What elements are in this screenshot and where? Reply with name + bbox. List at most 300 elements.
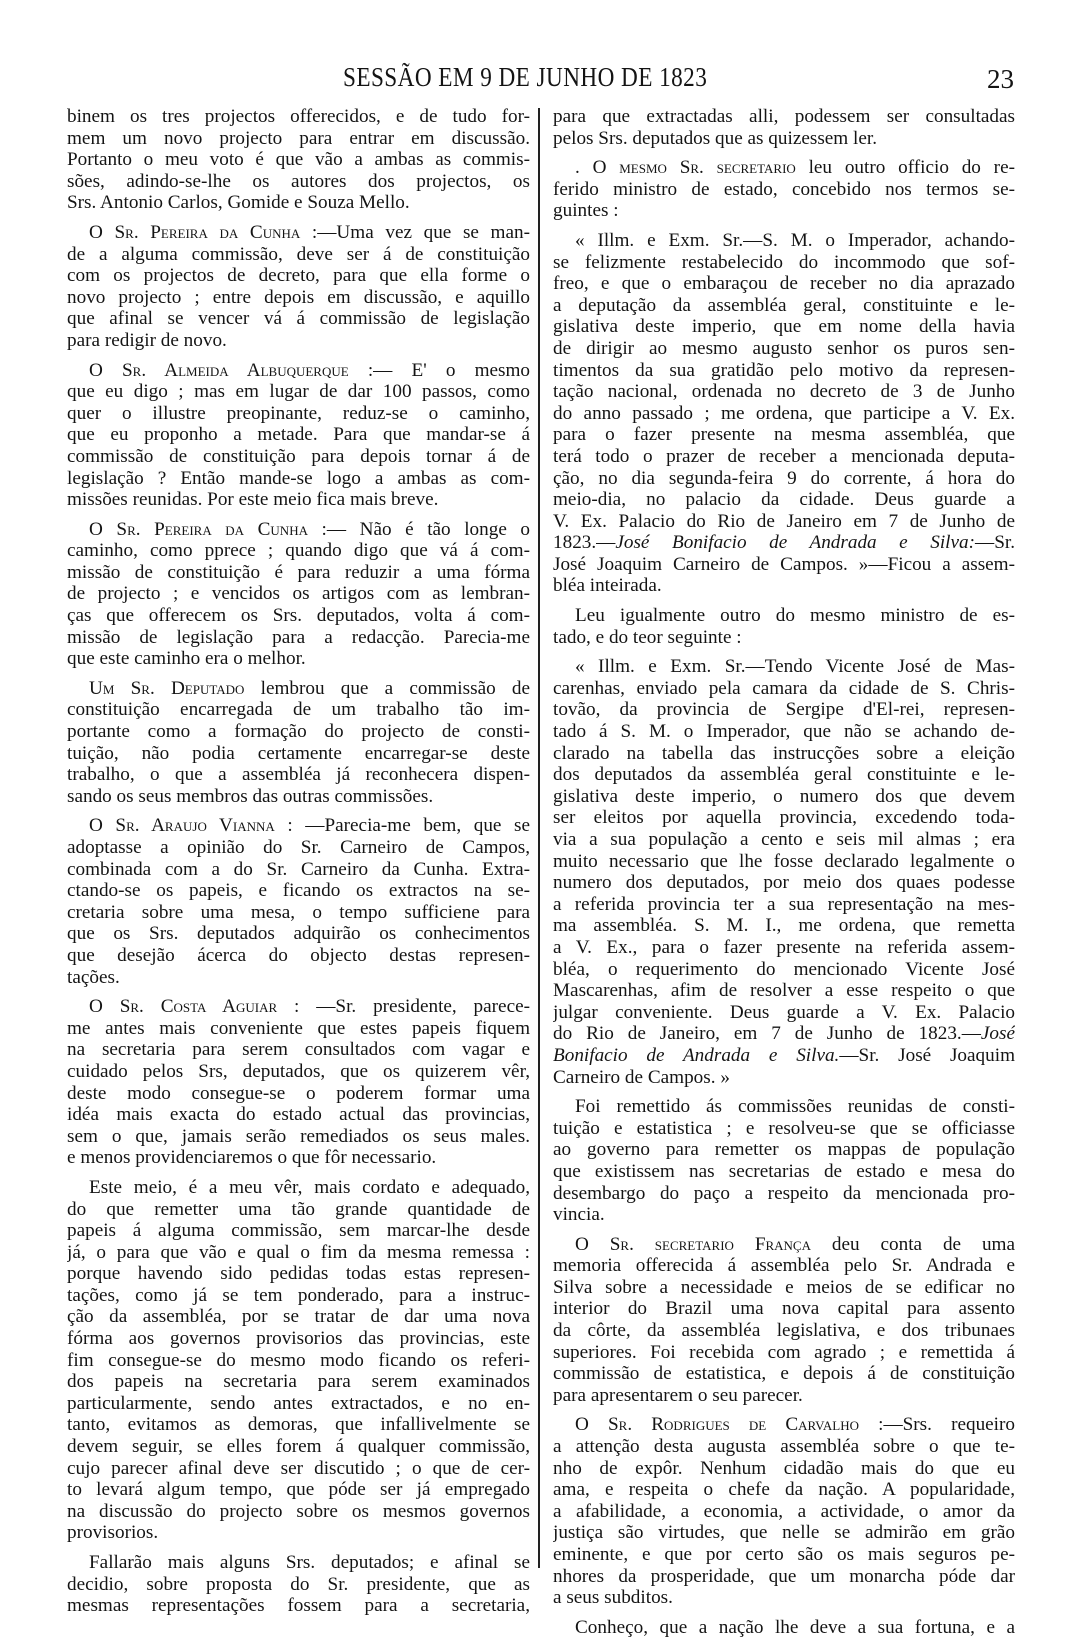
text-line bbox=[553, 656, 1015, 678]
text-run: pelos Srs. deputados que as quizessem ler. bbox=[553, 127, 877, 149]
text-line bbox=[553, 1320, 1015, 1342]
text-line bbox=[553, 554, 1015, 576]
text-run: desembargo do paço a respeito da mencionada pro- bbox=[553, 1182, 1015, 1204]
text-run: eminente, e que por certo são os mais seguros pe- bbox=[553, 1544, 1015, 1565]
text-run: a attenção desta augusta assembléa sobre o que te- bbox=[553, 1436, 1015, 1458]
text-run: de a alguma commissão, deve ser á de constituição bbox=[67, 243, 530, 265]
text-line bbox=[67, 605, 530, 627]
text-line bbox=[553, 1255, 1015, 1277]
text-run: lembrou que a commissão de bbox=[244, 677, 530, 699]
text-line bbox=[67, 1501, 530, 1523]
text-line bbox=[553, 200, 1015, 222]
text-run: ser eleitos por aquella provincia, excedendo toda- bbox=[553, 807, 1015, 829]
text-run: tado á S. M. o Imperador, que não se achando de- bbox=[553, 721, 1015, 743]
text-line bbox=[553, 980, 1015, 1002]
text-run: memoria offerecida á assembléa pelo Sr. Andrada e bbox=[553, 1255, 1015, 1277]
speech-paragraph bbox=[67, 222, 530, 352]
text-line bbox=[67, 786, 530, 808]
text-run: justiça são virtudes, que nelle se admirão em grão bbox=[553, 1522, 1015, 1544]
text-run: freo, e que o embaraçou de receber no dia aprazado bbox=[553, 273, 1015, 295]
text-run: do anno passado ; me ordena, que participe a V. Ex. bbox=[553, 402, 1015, 424]
text-line bbox=[553, 829, 1015, 851]
text-line bbox=[553, 915, 1015, 937]
text-line bbox=[553, 1067, 1015, 1089]
text-run: via a sua população a cento e seis mil almas ; era bbox=[553, 829, 1015, 850]
text-line bbox=[553, 894, 1015, 916]
text-line bbox=[67, 1436, 530, 1458]
speaker-name: O Sr. Araujo Vianna : bbox=[89, 815, 293, 837]
text-line bbox=[553, 1363, 1015, 1385]
text-line bbox=[553, 764, 1015, 786]
text-run: dos papeis na secretaria para serem examinados bbox=[67, 1371, 530, 1393]
text-run: muito necessario que lhe fosse declarado legalmente o bbox=[553, 850, 1015, 872]
text-line bbox=[67, 743, 530, 765]
text-line bbox=[553, 468, 1015, 490]
speech-paragraph bbox=[553, 1234, 1015, 1407]
text-line bbox=[67, 627, 530, 649]
paragraph-gap bbox=[67, 1169, 530, 1177]
text-line bbox=[67, 1574, 530, 1596]
text-run: ctando-se os papeis, e ficando os extractos na se- bbox=[67, 880, 530, 902]
text-run: —Parecia-me bem, que se bbox=[292, 815, 530, 837]
text-line bbox=[67, 128, 530, 150]
text-line bbox=[553, 959, 1015, 981]
text-line bbox=[67, 287, 530, 309]
text-run: já, o para que vão e qual o fim da mesma remessa : bbox=[67, 1241, 530, 1263]
text-run: guintes : bbox=[553, 200, 619, 222]
text-run: Leu igualmente outro do mesmo ministro de es- bbox=[575, 605, 1015, 627]
text-run: — E' o mesmo bbox=[373, 359, 530, 381]
text-line bbox=[553, 1183, 1015, 1205]
text-line bbox=[553, 1204, 1015, 1226]
text-line bbox=[553, 1479, 1015, 1501]
text-run: tado, e do teor seguinte : bbox=[553, 626, 742, 648]
text-run: terá todo o prazer de receber a mencionada deputa- bbox=[553, 445, 1015, 467]
text-run: devem seguir, se elles forem á qualquer commissão, bbox=[67, 1436, 530, 1458]
text-run: adoptasse a opinião do Sr. Carneiro de Campos, bbox=[67, 837, 530, 858]
text-line bbox=[553, 128, 1015, 150]
text-line bbox=[553, 230, 1015, 252]
text-line bbox=[67, 446, 530, 468]
text-line bbox=[67, 1039, 530, 1061]
text-run: provisorios. bbox=[67, 1522, 159, 1544]
text-run: ma assembléa. S. M. I., me ordena, que remetta bbox=[553, 915, 1015, 937]
text-line bbox=[553, 1023, 1015, 1045]
page-header bbox=[0, 62, 1090, 98]
text-run: —Sr. bbox=[975, 532, 1015, 554]
paragraph-gap bbox=[553, 1088, 1015, 1096]
text-line bbox=[67, 330, 530, 352]
paragraph-gap bbox=[553, 222, 1015, 230]
text-run: to levará algum tempo, que póde ser já empregado bbox=[67, 1479, 530, 1501]
text-line bbox=[553, 1139, 1015, 1161]
text-line bbox=[553, 511, 1015, 533]
text-run: fim consegue-se do mesmo modo ficando os referi- bbox=[67, 1349, 530, 1371]
text-run: mem um novo projecto para entrar em discussão. bbox=[67, 127, 530, 149]
text-run: cretaria sobre uma mesa, o tempo sufficiene para bbox=[67, 901, 530, 923]
text-run: tação nacional, ordenada no decreto de 3 de Junho bbox=[553, 381, 1015, 403]
text-line bbox=[67, 1285, 530, 1307]
text-line bbox=[67, 489, 530, 511]
text-run: Silva sobre a necessidade e meios de se edificar no bbox=[553, 1276, 1015, 1298]
text-line bbox=[553, 489, 1015, 511]
text-line bbox=[67, 149, 530, 171]
text-run: « Illm. e Exm. Sr.—S. M. o Imperador, achando- bbox=[575, 229, 1015, 251]
paragraph bbox=[67, 1177, 530, 1544]
text-line bbox=[553, 699, 1015, 721]
text-run: que eu digo ; mas em lugar de dar 100 passos, como bbox=[67, 381, 530, 403]
text-line bbox=[553, 1161, 1015, 1183]
text-run: mesmas representações fossem para a secretaria, bbox=[67, 1595, 530, 1617]
text-run: novo projecto ; entre depois em discussão, e aquillo bbox=[67, 286, 530, 308]
text-run: Portanto o meu voto é que vão a ambas as commis- bbox=[67, 149, 530, 171]
text-line bbox=[553, 381, 1015, 403]
text-run: tovão, da provincia de Sergipe d'El-rei, represen- bbox=[553, 699, 1015, 721]
text-run: para que extractadas alli, podessem ser consultadas bbox=[553, 106, 1015, 127]
text-run: tações. bbox=[67, 966, 120, 988]
text-run: commissão de constituição para depois tornar á de bbox=[67, 445, 530, 467]
text-line bbox=[553, 403, 1015, 425]
text-line bbox=[553, 627, 1015, 649]
text-line bbox=[67, 678, 530, 700]
paragraph-gap bbox=[67, 807, 530, 815]
text-line bbox=[553, 1385, 1015, 1407]
paragraph bbox=[67, 106, 530, 214]
right-column bbox=[553, 106, 1015, 1638]
paragraph-gap bbox=[553, 648, 1015, 656]
text-run: idéa mais exacta do estado actual das provincias, bbox=[67, 1104, 530, 1126]
signature-name: Bonifacio de Andrada e Silva. bbox=[553, 1044, 840, 1066]
text-line bbox=[67, 1263, 530, 1285]
text-run: missão de legislação para a redacção. Parecia-me bbox=[67, 626, 530, 648]
text-line bbox=[553, 1544, 1015, 1566]
text-run: gislativa deste imperio, que em nome della havia bbox=[553, 316, 1015, 338]
text-run: leu outro officio do re- bbox=[795, 157, 1015, 179]
text-line bbox=[67, 519, 530, 541]
paragraph-gap bbox=[553, 597, 1015, 605]
text-run: portante como a formação do projecto de consti- bbox=[67, 721, 530, 743]
text-line bbox=[553, 338, 1015, 360]
text-run: tanto, evitamos as demoras, que infallivelmente se bbox=[67, 1414, 530, 1436]
text-run: tuição, não podia certamente encarregar-se deste bbox=[67, 742, 530, 764]
speech-paragraph bbox=[67, 519, 530, 670]
text-line bbox=[67, 1328, 530, 1350]
text-line bbox=[67, 192, 530, 214]
text-run: numero dos deputados, por meio dos quaes podesse bbox=[553, 872, 1015, 894]
text-run: Este meio, é a meu vêr, mais cordato e adequado, bbox=[89, 1176, 530, 1198]
signature-name: José bbox=[980, 1023, 1015, 1045]
text-run: José Joaquim Carneiro de Campos. »—Ficou a assem- bbox=[553, 553, 1015, 575]
text-line bbox=[553, 157, 1015, 179]
text-line bbox=[67, 1479, 530, 1501]
text-run: quer o illustre preopinante, reduz-se o caminho, bbox=[67, 402, 530, 424]
text-run: bléa, o requerimento do mencionado Vicente José bbox=[553, 958, 1015, 980]
text-run: se felizmente restabelecido do incommodo que sof- bbox=[553, 251, 1015, 273]
text-run: que eu proponho a metade. Para que mandar-se á bbox=[67, 424, 530, 446]
text-line bbox=[553, 1277, 1015, 1299]
text-run: ção da assembléa, por se tratar de dar uma nova bbox=[67, 1306, 530, 1328]
paragraph-gap bbox=[553, 1226, 1015, 1234]
text-line bbox=[67, 1350, 530, 1372]
text-run: nhores da prosperidade, que um monarcha póde dar bbox=[553, 1565, 1015, 1587]
text-run: constituição encarregada de um trabalho tão im- bbox=[67, 699, 530, 721]
text-run: fórma aos governos provisorios das provincias, este bbox=[67, 1328, 530, 1350]
text-line bbox=[67, 540, 530, 562]
speech-paragraph bbox=[553, 157, 1015, 222]
text-line bbox=[553, 807, 1015, 829]
text-line bbox=[67, 859, 530, 881]
text-run: —Srs. requeiro bbox=[883, 1414, 1015, 1436]
text-line bbox=[67, 1220, 530, 1242]
text-run: que desejão ácerca do objecto destas represen- bbox=[67, 944, 530, 966]
text-run: gislativa deste imperio, o numero dos que devem bbox=[553, 785, 1015, 807]
paragraph-gap bbox=[67, 214, 530, 222]
text-line bbox=[67, 381, 530, 403]
text-line bbox=[553, 424, 1015, 446]
text-run: ças que offerecem os Srs. deputados, volta á com- bbox=[67, 605, 530, 627]
text-line bbox=[553, 1566, 1015, 1588]
text-run: tuição e estatistica ; e resolveu-se que se officiasse bbox=[553, 1117, 1015, 1139]
text-run: combinada com a do Sr. Carneiro da Cunha. Extra- bbox=[67, 858, 530, 880]
text-line bbox=[67, 308, 530, 330]
text-line bbox=[67, 837, 530, 859]
text-run: timentos da sua gratidão pelo motivo da represen- bbox=[553, 359, 1015, 381]
speaker-name: O Sr. Costa Aguiar : bbox=[89, 996, 300, 1018]
paragraph bbox=[553, 230, 1015, 597]
text-run: clarado na tabella das instrucções sobre a eleição bbox=[553, 742, 1015, 764]
text-line bbox=[67, 996, 530, 1018]
text-run: Srs. Antonio Carlos, Gomide e Souza Mello. bbox=[67, 192, 410, 214]
paragraph-gap bbox=[67, 352, 530, 360]
text-run: 1823.— bbox=[553, 532, 616, 554]
session-title: SESSÃO EM 9 DE JUNHO DE 1823 bbox=[343, 62, 708, 92]
text-run: papeis á alguma commissão, sem marcar-lhe desde bbox=[67, 1220, 530, 1242]
text-line bbox=[67, 583, 530, 605]
paragraph-gap bbox=[553, 1609, 1015, 1617]
text-line bbox=[553, 360, 1015, 382]
text-line bbox=[553, 605, 1015, 627]
text-run: Carneiro de Campos. » bbox=[553, 1066, 730, 1088]
text-run: particularmente, sendo antes extractados, e no en- bbox=[67, 1392, 530, 1414]
text-run: decidio, sobre proposta do Sr. presidente, que as bbox=[67, 1573, 530, 1595]
page-number: 23 bbox=[987, 64, 1014, 94]
paragraph-gap bbox=[67, 1544, 530, 1552]
text-run: Conheço, que a nação lhe deve a sua fortuna, e a bbox=[575, 1616, 1015, 1638]
text-line bbox=[67, 265, 530, 287]
text-line bbox=[67, 1458, 530, 1480]
text-run: — Não é tão longe o bbox=[326, 518, 530, 540]
text-run: —Sr. presidente, parece- bbox=[299, 996, 530, 1018]
text-line bbox=[553, 295, 1015, 317]
text-line bbox=[67, 424, 530, 446]
text-line bbox=[553, 446, 1015, 468]
text-run: Mascarenhas, afim de resolver a esse respeito o que bbox=[553, 980, 1015, 1002]
text-line bbox=[67, 468, 530, 490]
text-line bbox=[553, 1342, 1015, 1364]
text-line bbox=[553, 179, 1015, 201]
text-run: « Illm. e Exm. Sr.—Tendo Vicente José de Mas- bbox=[575, 656, 1015, 678]
signature-name: José Bonifacio de Andrada e Silva: bbox=[615, 532, 975, 554]
text-line bbox=[67, 171, 530, 193]
text-line bbox=[553, 1436, 1015, 1458]
text-run: para redigir de novo. bbox=[67, 329, 227, 351]
text-run: sões, adindo-se-lhe os autores dos projectos, os bbox=[67, 170, 530, 192]
text-run: a deputação da assembléa geral, constituinte e le- bbox=[553, 294, 1015, 316]
text-run: do Rio de Janeiro, em 7 de Junho de 1823.— bbox=[553, 1023, 981, 1045]
text-run: de projecto ; e vencidos os artigos com as lembran- bbox=[67, 583, 530, 605]
text-line bbox=[67, 562, 530, 584]
text-line bbox=[67, 1177, 530, 1199]
text-run: ama, e respeita o chefe da nação. A popularidade, bbox=[553, 1479, 1015, 1501]
text-line bbox=[553, 273, 1015, 295]
text-line bbox=[67, 1147, 530, 1169]
speaker-name: Um Sr. Deputado bbox=[89, 677, 245, 699]
paragraph bbox=[67, 1552, 530, 1617]
text-line bbox=[67, 1371, 530, 1393]
text-line bbox=[67, 1306, 530, 1328]
text-run: missões reunidas. Por este meio fica mais breve. bbox=[67, 489, 439, 511]
text-run: cuidado pelos Srs, deputados, que os quizerem vêr, bbox=[67, 1060, 530, 1082]
text-line bbox=[553, 1501, 1015, 1523]
paragraph-gap bbox=[67, 670, 530, 678]
text-run: tações, como já se tem ponderado, para a instruc- bbox=[67, 1284, 530, 1306]
text-line bbox=[67, 923, 530, 945]
paragraph-gap bbox=[553, 149, 1015, 157]
text-run: da côrte, da assembléa legislativa, e dos tribunaes bbox=[553, 1320, 1015, 1342]
text-line bbox=[67, 1242, 530, 1264]
text-run: porque havendo sido pedidas todas estas represen- bbox=[67, 1263, 530, 1285]
speaker-name: O Sr. Almeida Albuquerque : bbox=[89, 359, 374, 381]
text-line bbox=[553, 1414, 1015, 1436]
left-column bbox=[67, 106, 530, 1617]
text-run: ção, no dia segunda-feira 9 do corrente, á hora do bbox=[553, 467, 1015, 489]
column-divider bbox=[538, 108, 540, 1568]
speech-paragraph bbox=[67, 678, 530, 808]
speaker-name: O Sr. Rodrigues de Carvalho : bbox=[575, 1414, 884, 1436]
text-line bbox=[553, 1522, 1015, 1544]
text-run: com os projectos de decreto, para que ella forme o bbox=[67, 265, 530, 287]
text-run: V. Ex. Palacio do Rio de Janeiro em 7 de Junho de bbox=[553, 510, 1015, 532]
paragraph-gap bbox=[67, 511, 530, 519]
text-run: carenhas, enviado pela camara da cidade de S. Chris- bbox=[553, 677, 1015, 699]
text-line bbox=[67, 244, 530, 266]
text-line bbox=[67, 1414, 530, 1436]
text-line bbox=[553, 316, 1015, 338]
text-run: sando os seus membros das outras commissões. bbox=[67, 785, 434, 807]
text-line bbox=[553, 678, 1015, 700]
text-run: e menos providenciaremos o que fôr necessario. bbox=[67, 1147, 437, 1169]
text-line bbox=[67, 1061, 530, 1083]
text-run: meio-dia, no palacio da cidade. Deus guarde a bbox=[553, 489, 1015, 511]
text-run: que este caminho era o melhor. bbox=[67, 648, 306, 670]
text-run: cujo parecer afinal deve ser discutido ; o que de cer- bbox=[67, 1457, 530, 1479]
text-run: na secretaria para serem consultados com vagar e bbox=[67, 1039, 530, 1061]
text-line bbox=[553, 851, 1015, 873]
text-line bbox=[553, 252, 1015, 274]
text-line bbox=[553, 937, 1015, 959]
text-run: bléa inteirada. bbox=[553, 575, 662, 597]
text-run: ao governo para remetter os mappas de população bbox=[553, 1139, 1015, 1161]
text-run: julgar conveniente. Deus guarde a V. Ex. Palacio bbox=[553, 1001, 1015, 1023]
text-run: trabalho, o que a assembléa já reconhecera dispen- bbox=[67, 764, 530, 786]
text-line bbox=[67, 1083, 530, 1105]
text-line bbox=[553, 786, 1015, 808]
text-run: a afabilidade, a economia, a actividade, o amor da bbox=[553, 1500, 1015, 1522]
text-line bbox=[67, 403, 530, 425]
text-line bbox=[553, 721, 1015, 743]
text-line bbox=[67, 1199, 530, 1221]
text-line bbox=[67, 1595, 530, 1617]
text-run: a referida provincia ter a sua representação na mes- bbox=[553, 893, 1015, 915]
paragraph bbox=[553, 605, 1015, 648]
text-run: —Uma vez que se man- bbox=[317, 221, 530, 243]
text-line bbox=[67, 222, 530, 244]
text-run: que existissem nas secretarias de estado e mesa do bbox=[553, 1160, 1015, 1182]
paragraph bbox=[553, 1096, 1015, 1226]
text-line bbox=[553, 1298, 1015, 1320]
text-line bbox=[67, 1104, 530, 1126]
text-line bbox=[67, 880, 530, 902]
speech-paragraph bbox=[553, 1414, 1015, 1608]
speaker-name: O Sr. secretario França bbox=[575, 1233, 811, 1255]
text-line bbox=[67, 1522, 530, 1544]
text-run: que afinal se vencer vá á commissão de legislação bbox=[67, 308, 530, 330]
speaker-name: . O mesmo Sr. secretario bbox=[575, 157, 796, 179]
text-line bbox=[553, 872, 1015, 894]
text-run: legislação ? Então mande-se logo a ambas as com- bbox=[67, 467, 530, 489]
text-run: na discussão do projecto sobre os mesmos governos bbox=[67, 1500, 530, 1522]
text-line bbox=[553, 1118, 1015, 1140]
text-line bbox=[553, 1002, 1015, 1024]
text-run: a V. Ex., para o fazer presente na referida assem- bbox=[553, 936, 1015, 958]
text-run: vincia. bbox=[553, 1204, 605, 1226]
text-run: caminho, como pprece ; quando digo que vá á com- bbox=[67, 540, 530, 562]
text-run: superiores. Foi recebida com agrado ; e remettida á bbox=[553, 1341, 1015, 1363]
text-run: de dirigir ao mesmo augusto senhor os puros sen- bbox=[553, 337, 1015, 359]
speaker-name: O Sr. Pereira da Cunha : bbox=[89, 221, 318, 243]
text-run: nho de expôr. Nenhum cidadão mais do que eu bbox=[553, 1457, 1015, 1479]
text-run: interior do Brazil uma nova capital para assento bbox=[553, 1298, 1015, 1320]
text-line bbox=[67, 648, 530, 670]
text-line bbox=[553, 106, 1015, 128]
text-line bbox=[67, 967, 530, 989]
text-run: binem os tres projectos offerecidos, e de tudo for- bbox=[67, 106, 530, 127]
text-run: me antes mais conveniente que estes papeis fiquem bbox=[67, 1017, 530, 1039]
text-run: a seus subditos. bbox=[553, 1587, 673, 1609]
speech-paragraph bbox=[67, 996, 530, 1169]
text-run: do que remetter uma tão grande quantidade de bbox=[67, 1198, 530, 1220]
text-run: ferido ministro de estado, concebido nos termos se- bbox=[553, 178, 1015, 200]
text-run: para o fazer presente na mesma assembléa, que bbox=[553, 424, 1015, 446]
text-line bbox=[67, 1018, 530, 1040]
text-run: —Sr. José Joaquim bbox=[839, 1044, 1015, 1066]
text-run: deste modo consegue-se o poderem formar uma bbox=[67, 1082, 530, 1104]
text-line bbox=[553, 1617, 1015, 1638]
text-line bbox=[67, 945, 530, 967]
text-line bbox=[553, 1587, 1015, 1609]
text-line bbox=[67, 106, 530, 128]
text-line bbox=[67, 1126, 530, 1148]
text-line bbox=[67, 902, 530, 924]
paragraph bbox=[553, 656, 1015, 1088]
text-line bbox=[67, 721, 530, 743]
text-line bbox=[67, 360, 530, 382]
text-run: Foi remettido ás commissões reunidas de consti- bbox=[575, 1096, 1015, 1118]
speaker-name: O Sr. Pereira da Cunha : bbox=[89, 518, 327, 540]
text-run: que os Srs. deputados adquirão os conhecimentos bbox=[67, 923, 530, 945]
text-run: sem o que, jamais serão remediados os seus males. bbox=[67, 1125, 530, 1147]
text-run: Fallarão mais alguns Srs. deputados; e afinal se bbox=[89, 1552, 530, 1573]
